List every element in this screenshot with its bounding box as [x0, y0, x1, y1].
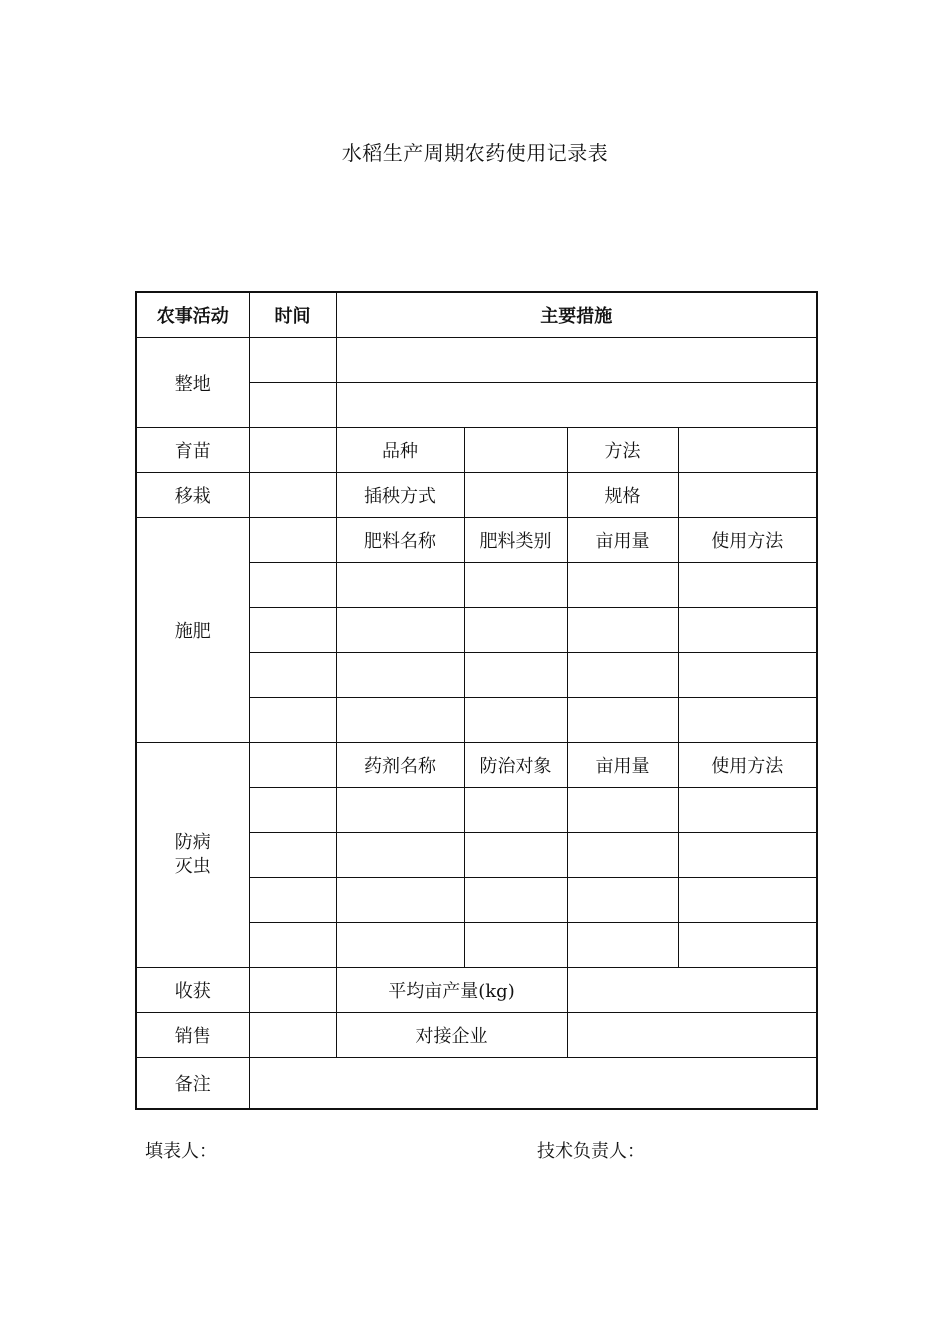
table-cell[interactable]: [567, 878, 678, 923]
table-cell[interactable]: [567, 923, 678, 968]
header-time: 时间: [249, 292, 336, 338]
dosage-header: 亩用量: [567, 743, 678, 788]
dosage-header: 亩用量: [567, 518, 678, 563]
header-row: [136, 292, 817, 338]
land-prep-label: 整地: [136, 338, 249, 428]
method-cell[interactable]: [678, 428, 817, 473]
table-row: [136, 1013, 817, 1058]
table-cell[interactable]: [567, 833, 678, 878]
planting-method-label: 插秧方式: [336, 473, 464, 518]
time-cell[interactable]: [249, 653, 336, 698]
time-cell[interactable]: [249, 518, 336, 563]
table-cell[interactable]: [336, 698, 464, 743]
harvest-label: 收获: [136, 968, 249, 1013]
table-cell[interactable]: [464, 923, 567, 968]
remarks-cell[interactable]: [249, 1058, 817, 1110]
table-cell[interactable]: [567, 608, 678, 653]
table-row: [136, 743, 817, 788]
time-cell[interactable]: [249, 338, 336, 383]
yield-label: 平均亩产量(kg): [336, 968, 567, 1013]
time-cell[interactable]: [249, 743, 336, 788]
table-cell[interactable]: [336, 878, 464, 923]
table-cell[interactable]: [336, 653, 464, 698]
table-row: [136, 518, 817, 563]
record-table: [135, 291, 818, 1110]
table-cell[interactable]: [567, 563, 678, 608]
time-cell[interactable]: [249, 878, 336, 923]
time-cell[interactable]: [249, 968, 336, 1013]
table-cell[interactable]: [336, 563, 464, 608]
table-cell[interactable]: [336, 923, 464, 968]
table-cell[interactable]: [464, 833, 567, 878]
table-cell[interactable]: [336, 608, 464, 653]
header-activity: 农事活动: [136, 292, 249, 338]
spec-cell[interactable]: [678, 473, 817, 518]
fertilizer-type-header: 肥料类别: [464, 518, 567, 563]
time-cell[interactable]: [249, 833, 336, 878]
transplant-label: 移栽: [136, 473, 249, 518]
filler-signature-label: 填表人：: [145, 1141, 217, 1162]
variety-cell[interactable]: [464, 428, 567, 473]
table-cell[interactable]: [678, 923, 817, 968]
table-cell[interactable]: [678, 698, 817, 743]
time-cell[interactable]: [249, 563, 336, 608]
table-cell[interactable]: [336, 833, 464, 878]
table-cell[interactable]: [678, 833, 817, 878]
table-cell[interactable]: [464, 653, 567, 698]
fertilizer-name-header: 肥料名称: [336, 518, 464, 563]
pest-control-label-line2: 灭虫: [174, 856, 211, 877]
table-cell[interactable]: [464, 608, 567, 653]
table-row: [136, 968, 817, 1013]
fertilize-label: 施肥: [136, 518, 249, 743]
seedling-label: 育苗: [136, 428, 249, 473]
time-cell[interactable]: [249, 473, 336, 518]
time-cell[interactable]: [249, 1013, 336, 1058]
table-cell[interactable]: [464, 698, 567, 743]
table-cell[interactable]: [567, 788, 678, 833]
time-cell[interactable]: [249, 923, 336, 968]
sales-label: 销售: [136, 1013, 249, 1058]
table-cell[interactable]: [464, 563, 567, 608]
time-cell[interactable]: [249, 428, 336, 473]
usage-header: 使用方法: [678, 743, 817, 788]
pest-control-label: [136, 743, 249, 968]
usage-header: 使用方法: [678, 518, 817, 563]
table-row: [136, 1058, 817, 1110]
table-cell[interactable]: [336, 788, 464, 833]
partner-label: 对接企业: [336, 1013, 567, 1058]
time-cell[interactable]: [249, 383, 336, 428]
table-row: [136, 338, 817, 383]
header-measures: 主要措施: [336, 292, 817, 338]
partner-cell[interactable]: [567, 1013, 817, 1058]
measure-cell[interactable]: [336, 338, 817, 383]
spec-label: 规格: [567, 473, 678, 518]
table-cell[interactable]: [464, 878, 567, 923]
planting-method-cell[interactable]: [464, 473, 567, 518]
variety-label: 品种: [336, 428, 464, 473]
table-cell[interactable]: [567, 698, 678, 743]
yield-cell[interactable]: [567, 968, 817, 1013]
method-label: 方法: [567, 428, 678, 473]
time-cell[interactable]: [249, 698, 336, 743]
table-row: [136, 473, 817, 518]
table-cell[interactable]: [678, 653, 817, 698]
time-cell[interactable]: [249, 788, 336, 833]
time-cell[interactable]: [249, 608, 336, 653]
table-cell[interactable]: [678, 878, 817, 923]
tech-lead-signature-label: 技术负责人：: [537, 1141, 645, 1162]
measure-cell[interactable]: [336, 383, 817, 428]
table-cell[interactable]: [678, 788, 817, 833]
pesticide-name-header: 药剂名称: [336, 743, 464, 788]
target-pest-header: 防治对象: [464, 743, 567, 788]
remarks-label: 备注: [136, 1058, 249, 1110]
page-title: 水稻生产周期农药使用记录表: [341, 141, 609, 165]
pest-control-label-line1: 防病: [174, 832, 211, 853]
table-cell[interactable]: [678, 563, 817, 608]
table-cell[interactable]: [567, 653, 678, 698]
table-cell[interactable]: [464, 788, 567, 833]
table-cell[interactable]: [678, 608, 817, 653]
table-row: [136, 428, 817, 473]
